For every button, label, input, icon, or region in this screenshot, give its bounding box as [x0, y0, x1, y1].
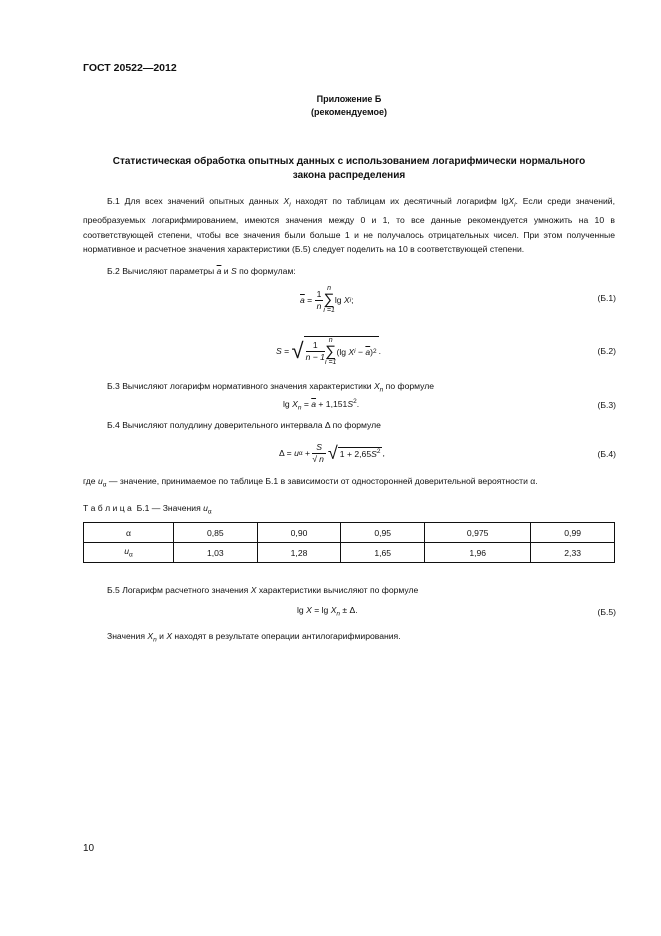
formula-b4 [279, 437, 385, 469]
section-title-line1: Статистическая обработка опытных данных с использованием логарифмически нормального [112, 156, 586, 167]
var: X [373, 381, 380, 391]
n: n [319, 453, 324, 464]
text: 1 + 2,65 [339, 448, 372, 459]
sub: α [102, 481, 107, 489]
sigma-icon: ∑ [325, 342, 337, 360]
text: по формуле [330, 420, 381, 430]
x: X [147, 631, 154, 641]
formula-number-b3: (Б.3) [597, 400, 616, 410]
plus: + [302, 448, 313, 458]
paragraph-b1 [83, 194, 615, 257]
delta-eq: Δ = [279, 448, 295, 458]
sqrt-icon: √ [327, 442, 338, 463]
text: по формулам: [236, 266, 296, 276]
text: и [156, 631, 167, 641]
text: по формуле [383, 381, 435, 391]
u: u [97, 476, 103, 486]
sub: i [289, 201, 291, 209]
formula-b5 [297, 605, 358, 618]
equals: = [301, 398, 312, 409]
var: X [250, 585, 257, 595]
row-label-alpha: α [84, 523, 174, 543]
x: X [348, 346, 355, 357]
paragraph-b5 [83, 583, 615, 598]
sub: i [354, 348, 356, 355]
x: X [343, 295, 350, 305]
formula-number-b2: (Б.2) [597, 346, 616, 356]
denominator [312, 454, 326, 465]
where-clause [83, 476, 538, 489]
formula-number-b4: (Б.4) [597, 449, 616, 459]
paragraph-b3 [83, 379, 615, 398]
sqrt-icon: √ [291, 338, 304, 363]
lg: lg [283, 398, 293, 409]
values-table [83, 522, 615, 563]
a-bar: $\overline{a}$ [311, 398, 317, 409]
table-row [84, 523, 615, 543]
tail: , [382, 448, 385, 458]
sum-bottom: i =1 [324, 358, 337, 366]
sub: α [298, 449, 303, 457]
tail: . [378, 346, 382, 356]
exp: 2 [353, 398, 357, 405]
sub: i [514, 201, 516, 209]
alpha: α [530, 476, 536, 486]
table-cell: 1,65 [341, 543, 425, 563]
a-bar: $\overline{a}$ [365, 346, 371, 357]
var-a-bar: $\overline{a}$ [216, 266, 222, 276]
equals: = [281, 346, 292, 356]
appendix-title: Приложение Б [316, 94, 382, 104]
paragraph-b2 [83, 264, 615, 279]
text: находят по таблицам их десятичный логарифм lg [290, 196, 509, 206]
fraction [315, 289, 324, 312]
x: X [292, 398, 298, 409]
text: Б.5 Логарифм расчетного значения [107, 585, 251, 595]
sub: α [207, 508, 212, 516]
formula-b3 [283, 398, 359, 412]
text: находят в результате операции антилогарифмирования. [172, 631, 401, 641]
table-cell: 0,975 [425, 523, 531, 543]
sub: n [336, 610, 341, 618]
denominator: n [316, 300, 322, 311]
text: Т а б л и ц а Б.1 — Значения [83, 503, 204, 513]
table-cell: 1,96 [425, 543, 531, 563]
table-cell: 0,90 [257, 523, 341, 543]
minus: − [355, 346, 366, 357]
text: Б.2 Вычисляют параметры [107, 266, 217, 276]
var: X [508, 196, 515, 206]
numerator: S [312, 442, 326, 454]
text: Значения [107, 631, 148, 641]
appendix-heading [83, 93, 615, 119]
s: S [371, 448, 377, 459]
var-s: S [230, 266, 237, 276]
s: S [347, 398, 354, 409]
lg: lg [334, 295, 344, 305]
sum-top: n [327, 285, 332, 292]
appendix-subtitle: (рекомендуемое) [311, 107, 387, 117]
sub: α [129, 551, 133, 559]
text: — значение, принимаемое по таблице Б.1 в зависимости от односторонней доверительной вероятности [106, 476, 531, 486]
u: u [124, 546, 129, 557]
paren: ) [370, 346, 374, 357]
table-cell: 0,95 [341, 523, 425, 543]
x: X [306, 605, 312, 615]
x: X [166, 631, 173, 641]
sqrt-icon: √ [312, 453, 318, 464]
var: X [283, 196, 290, 206]
sub: n [297, 404, 302, 412]
text: + 1,151 [316, 398, 348, 409]
formula-b1 [300, 283, 354, 317]
radicand [304, 336, 382, 367]
section-title [70, 155, 628, 183]
text: и [221, 266, 231, 276]
table-cell: 1,03 [174, 543, 258, 563]
table-cell: 1,28 [257, 543, 341, 563]
sum-top: n [328, 336, 333, 344]
exp: 2 [376, 448, 381, 456]
formula-number-b1: (Б.1) [597, 293, 616, 303]
text: . Если среди значений, преобразуемых логарифмированием, имеются значения между 0 и 1, то все данные рекомендуется умножить на 10 в соответствующей степени, чтобы все значения были больше 1 и не получалось отрицательных чисел. При этом полученные нормативное и расчетное значения характеристики (Б.5) следует поделить на 10 в соответствующей степени. [83, 196, 615, 255]
tail: . [356, 398, 360, 409]
text: характеристики вычисляют по формуле [256, 585, 419, 595]
numerator: 1 [316, 288, 322, 299]
table-row [84, 543, 615, 563]
equals-lg: = lg [311, 605, 331, 615]
u: u [294, 448, 299, 458]
radicand [338, 447, 383, 459]
tail: ; [351, 295, 354, 305]
text: Б.4 Вычисляют полудлину доверительного интервала [107, 420, 325, 430]
fraction [306, 340, 325, 363]
document-header: ГОСТ 20522—2012 [83, 62, 177, 74]
paragraph-b4 [83, 418, 615, 433]
text: . [535, 476, 538, 486]
sum [325, 337, 336, 367]
x: X [330, 605, 337, 615]
a-bar: $\overline{a}$ [300, 295, 305, 305]
sub: i [349, 296, 352, 304]
table-cell: 0,99 [531, 523, 615, 543]
fraction [312, 442, 326, 465]
text: где [83, 476, 98, 486]
s: S [276, 346, 282, 356]
text: Б.3 Вычисляют логарифм нормативного значения характеристики [107, 381, 374, 391]
plus-minus-delta: ± Δ. [340, 605, 358, 615]
u: u [203, 503, 208, 513]
sum [323, 285, 334, 315]
table-cell: 2,33 [531, 543, 615, 563]
section-title-line2: закона распределения [292, 170, 406, 181]
table-caption [83, 503, 212, 516]
page-number: 10 [83, 843, 95, 854]
numerator: 1 [306, 340, 325, 352]
lg: lg [297, 605, 307, 615]
delta: Δ [324, 420, 331, 430]
row-label-u [84, 543, 174, 563]
sub: n [153, 636, 157, 644]
table-cell: 0,85 [174, 523, 258, 543]
paragraph-final [107, 631, 401, 644]
formula-b2 [276, 331, 381, 371]
formula-number-b5: (Б.5) [597, 607, 616, 617]
equals: = [304, 295, 315, 305]
sigma-icon: ∑ [323, 291, 335, 308]
text: (lg [336, 346, 349, 357]
sum-bottom: i =1 [323, 307, 335, 314]
sub: n [379, 386, 384, 394]
denominator: n − 1 [305, 352, 325, 362]
exp: 2 [373, 348, 377, 355]
text: Б.1 Для всех значений опытных данных [107, 196, 284, 206]
